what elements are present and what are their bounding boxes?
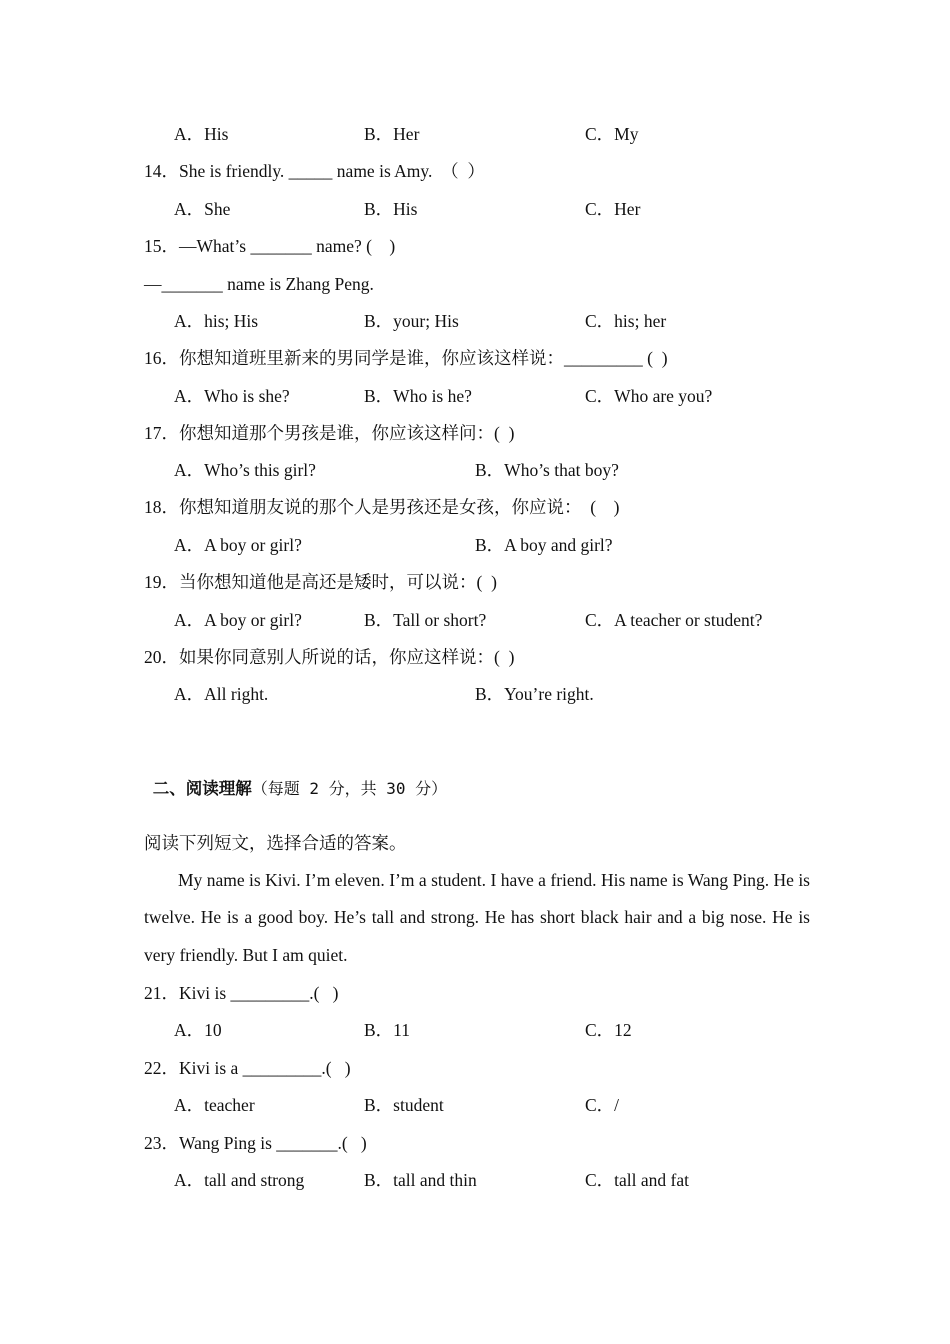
q18-option-a[interactable]: A．A boy or girl?	[174, 535, 302, 555]
q20-option-a[interactable]: A．All right.	[174, 684, 269, 704]
q16-option-c[interactable]: C．Who are you?	[585, 386, 713, 406]
q17-option-b[interactable]: B．Who’s that boy?	[475, 460, 619, 480]
reading-instruction: 阅读下列短文，选择合适的答案。	[144, 833, 407, 853]
q16-question: 16．你想知道班里新来的男同学是谁，你应该这样说：_________ ( )	[144, 348, 668, 368]
q23-option-a[interactable]: A．tall and strong	[174, 1170, 305, 1190]
q19-option-c[interactable]: C．A teacher or student?	[585, 610, 763, 630]
q22-option-c[interactable]: C．/	[585, 1095, 620, 1115]
section-2-note: （每题 2 分，共 30 分）	[251, 779, 448, 798]
q21-option-c[interactable]: C．12	[585, 1020, 632, 1040]
q13-option-a[interactable]: A．His	[174, 124, 229, 144]
q15-option-a[interactable]: A．his; His	[174, 311, 259, 331]
q15-option-b[interactable]: B．your; His	[364, 311, 459, 331]
q21-option-a[interactable]: A．10	[174, 1020, 222, 1040]
q17-question: 17．你想知道那个男孩是谁，你应该这样问：( )	[144, 423, 515, 443]
q15-question: 15．—What’s _______ name? ( )	[144, 236, 396, 256]
q23-option-c[interactable]: C．tall and fat	[585, 1170, 690, 1190]
q21-question: 21．Kivi is _________.( )	[144, 983, 339, 1003]
q18-option-b[interactable]: B．A boy and girl?	[475, 535, 613, 555]
q22-option-b[interactable]: B．student	[364, 1095, 444, 1115]
q22-option-a[interactable]: A．teacher	[174, 1095, 255, 1115]
q23-option-b[interactable]: B．tall and thin	[364, 1170, 477, 1190]
reading-passage: My name is Kivi. I’m eleven. I’m a student. I have a friend. His name is Wang Ping. He is twelve. He is a good boy. He’s tall and strong. He has short black hair and a big nose. He is very friendly. But I am quiet.	[144, 870, 810, 965]
q20-question: 20．如果你同意别人所说的话，你应这样说：( )	[144, 647, 515, 667]
q16-option-a[interactable]: A．Who is she?	[174, 386, 290, 406]
q14-option-c[interactable]: C．Her	[585, 199, 641, 219]
q14-option-a[interactable]: A．She	[174, 199, 231, 219]
section-2-title: 二、阅读理解	[152, 779, 252, 798]
q15-reply: —_______ name is Zhang Peng.	[144, 274, 374, 294]
q20-option-b[interactable]: B．You’re right.	[475, 684, 594, 704]
q19-option-a[interactable]: A．A boy or girl?	[174, 610, 302, 630]
q13-option-b[interactable]: B．Her	[364, 124, 420, 144]
q22-question: 22．Kivi is a _________.( )	[144, 1058, 351, 1078]
q23-question: 23．Wang Ping is _______.( )	[144, 1133, 367, 1153]
q19-question: 19．当你想知道他是高还是矮时，可以说：( )	[144, 572, 497, 592]
q18-question: 18．你想知道朋友说的那个人是男孩还是女孩，你应说： ( )	[144, 497, 620, 517]
q13-option-c[interactable]: C．My	[585, 124, 639, 144]
q21-option-b[interactable]: B．11	[364, 1020, 411, 1040]
q15-option-c[interactable]: C．his; her	[585, 311, 667, 331]
q17-option-a[interactable]: A．Who’s this girl?	[174, 460, 316, 480]
q14-option-b[interactable]: B．His	[364, 199, 418, 219]
q16-option-b[interactable]: B．Who is he?	[364, 386, 472, 406]
q19-option-b[interactable]: B．Tall or short?	[364, 610, 487, 630]
q14-question: 14．She is friendly. _____ name is Amy. （ ）	[144, 161, 485, 181]
section-2-heading	[144, 758, 447, 799]
